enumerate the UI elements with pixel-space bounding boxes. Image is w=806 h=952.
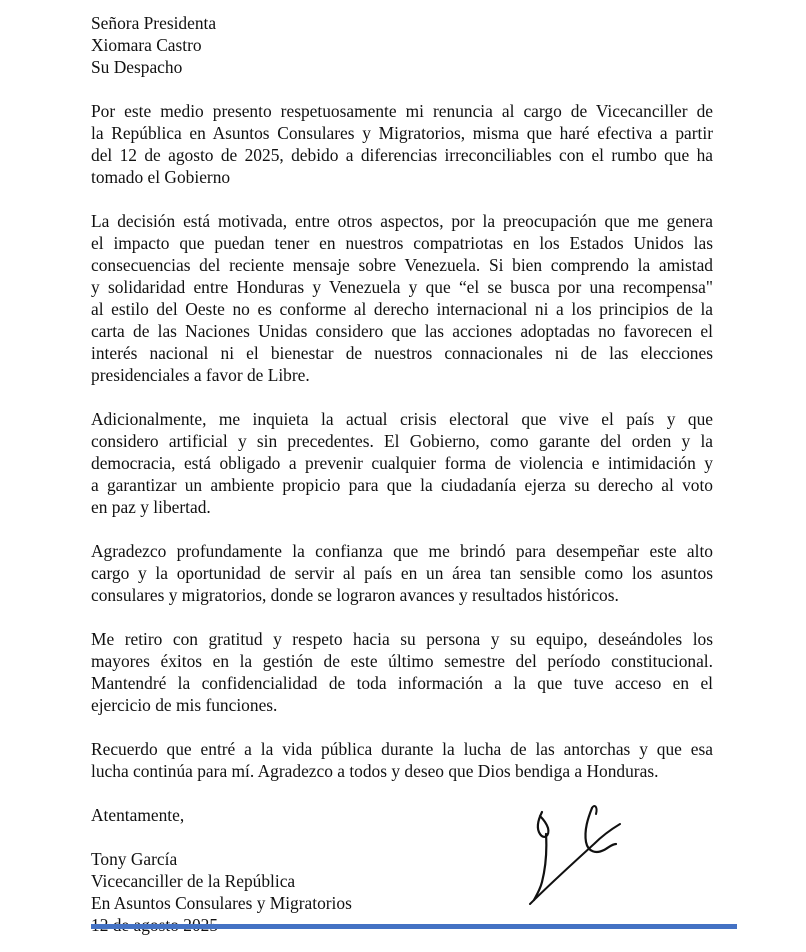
recipient-office: Su Despacho — [91, 57, 183, 77]
sender-title: Vicecanciller de la República — [91, 871, 296, 891]
paragraph-gratitude: Agradezco profundamente la confianza que me brindó para desempeñar este alto cargo y la oportunidad de servir al país en un área tan sensible como los asuntos consulares y migratorios, donde se lograron avances y resultados históricos. — [91, 541, 713, 605]
paragraph-electoral-crisis: Adicionalmente, me inquieta la actual crisis electoral que vive el país y que considero artificial y sin precedentes. El Gobierno, como garante del orden y la democracia, está obligado a prevenir cualquier forma de violencia e intimidación y a garantizar un ambiente propicio para que la ciudadanía ejerza su derecho al voto en paz y libertad. — [91, 409, 713, 517]
closing-salutation: Atentamente, — [91, 805, 185, 825]
bottom-divider — [91, 924, 737, 929]
sender-department: En Asuntos Consulares y Migratorios — [91, 893, 352, 913]
sender-name: Tony García — [91, 849, 178, 869]
handwritten-signature — [520, 800, 630, 910]
paragraph-closing-remark: Recuerdo que entré a la vida pública durante la lucha de las antorchas y que esa lucha continúa para mí. Agradezco a todos y deseo que Dios bendiga a Honduras. — [91, 739, 713, 781]
letter-body — [91, 12, 713, 936]
paragraph-motivation: La decisión está motivada, entre otros aspectos, por la preocupación que me genera el impacto que puedan tener en nuestros compatriotas en los Estados Unidos las consecuencias del reciente mensaje sobre Venezuela. Si bien comprendo la amistad y solidaridad entre Honduras y Venezuela y que “el se busca por una recompensa" al estilo del Oeste no es conforme al derecho internacional ni a los principios de la carta de las Naciones Unidas considero que las acciones adoptadas no favorecen el interés nacional ni el bienestar de nuestros connacionales ni de las elecciones presidenciales a favor de Libre. — [91, 211, 713, 385]
recipient-title: Señora Presidenta — [91, 13, 217, 33]
recipient-name: Xiomara Castro — [91, 35, 202, 55]
paragraph-resignation: Por este medio presento respetuosamente mi renuncia al cargo de Vicecanciller de la República en Asuntos Consulares y Migratorios, misma que haré efectiva a partir del 12 de agosto de 2025, debido a diferencias irreconciliables con el rumbo que ha tomado el Gobierno — [91, 101, 713, 187]
paragraph-farewell: Me retiro con gratitud y respeto hacia su persona y su equipo, deseándoles los mayores éxitos en la gestión de este último semestre del período constitucional. Mantendré la confidencialidad de toda información a la que tuve acceso en el ejercicio de mis funciones. — [91, 629, 713, 715]
